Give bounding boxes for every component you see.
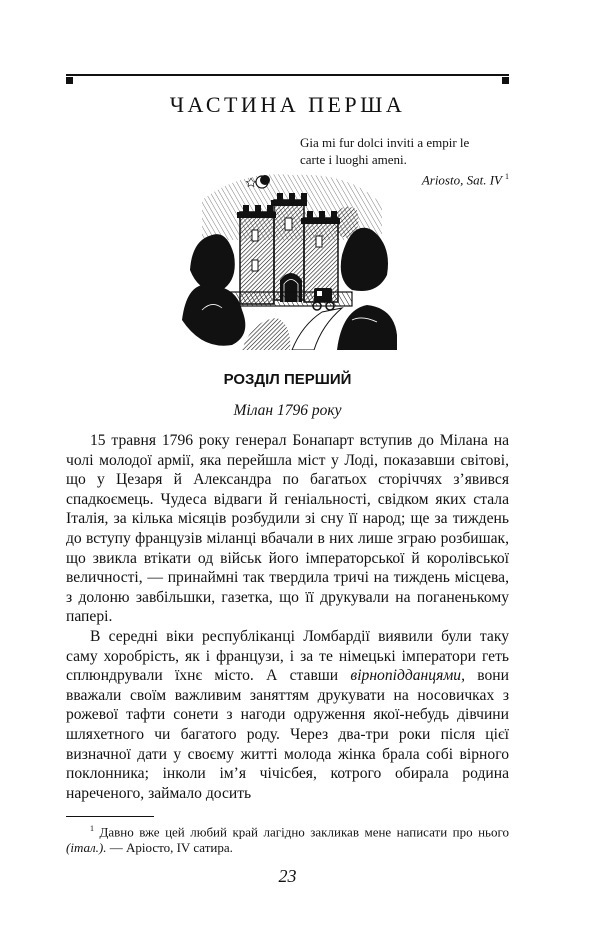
footnote-text-1: Давно вже цей любий край лагідно закликав мене написати про нього [94,824,509,840]
footnote-rule [66,816,154,817]
footnote-mark: 1 [90,824,94,833]
epigraph-line-1: Gia mi fur dolci inviti a empir le [300,135,470,150]
paragraph-2-part-2: вони вважали своїм важливим заняттям друкувати на носовичках з рожевої тафти сонети з нагоди одруження якої-небудь дівчини шляхетного чи багатого роду. Через два-три роки після цієї визначної дати у своєму житті молода жінка брала собі вірного поклонника; інколи ім’я чічісбея, котрого обирала родина нареченого, займало досить [66,667,509,802]
part-title: ЧАСТИНА ПЕРША [169,92,406,117]
epigraph-source-text: Ariosto, Sat. IV [421,172,502,188]
footnote-text-italic: (італ.). [66,840,107,856]
page-number: 23 [278,866,297,886]
paragraph-1: 15 травня 1796 року генерал Бонапарт вступив до Мілана на чолі молодої армії, яка перейшла міст у Лоді, показавши світові, що у Цезаря й Александра по багатьох сторіччях з’явився спадкоємець. Чудеса відваги й геніальності, свідком яких стала Італія, за кілька місяців розбудили зі сну її народ; ще за тиждень до вступу французів міланці вбачали в них лише зграю розбишак, що звикла втікати од військ його імператорської й королівської величності, — принаймні так твердила тричі на тиждень місцева, з долоню завбільшки, газетка, що її друкували на поганенькому папері. [66,432,509,626]
header-rule [66,74,509,86]
chapter-subtitle: Мілан 1796 року [233,402,342,419]
chapter-title: РОЗДІЛ ПЕРШИЙ [223,371,352,388]
castle-with-carriage-engraving-icon [182,160,397,350]
paragraph-2-part-1: В середні віки республіканці Ломбардії виявили були таку саму хоробрість, як і французи, і за те німецькі імператори геть сплюндрували їхнє місто. А ставши [66,627,509,685]
header-rule-line [66,74,509,76]
paragraph-2 [66,627,509,803]
header-rule-left-square [66,77,73,84]
header-rule-right-square [502,77,509,84]
body-text [66,431,509,803]
paragraph-2-italic: вірнопідданцями, [350,667,465,685]
footnote-text-2: — Аріосто, IV сатира. [106,840,233,856]
epigraph-line-2: carte i luoghi ameni. [300,152,407,167]
epigraph-note-mark: 1 [505,172,509,181]
footnote [66,821,509,856]
